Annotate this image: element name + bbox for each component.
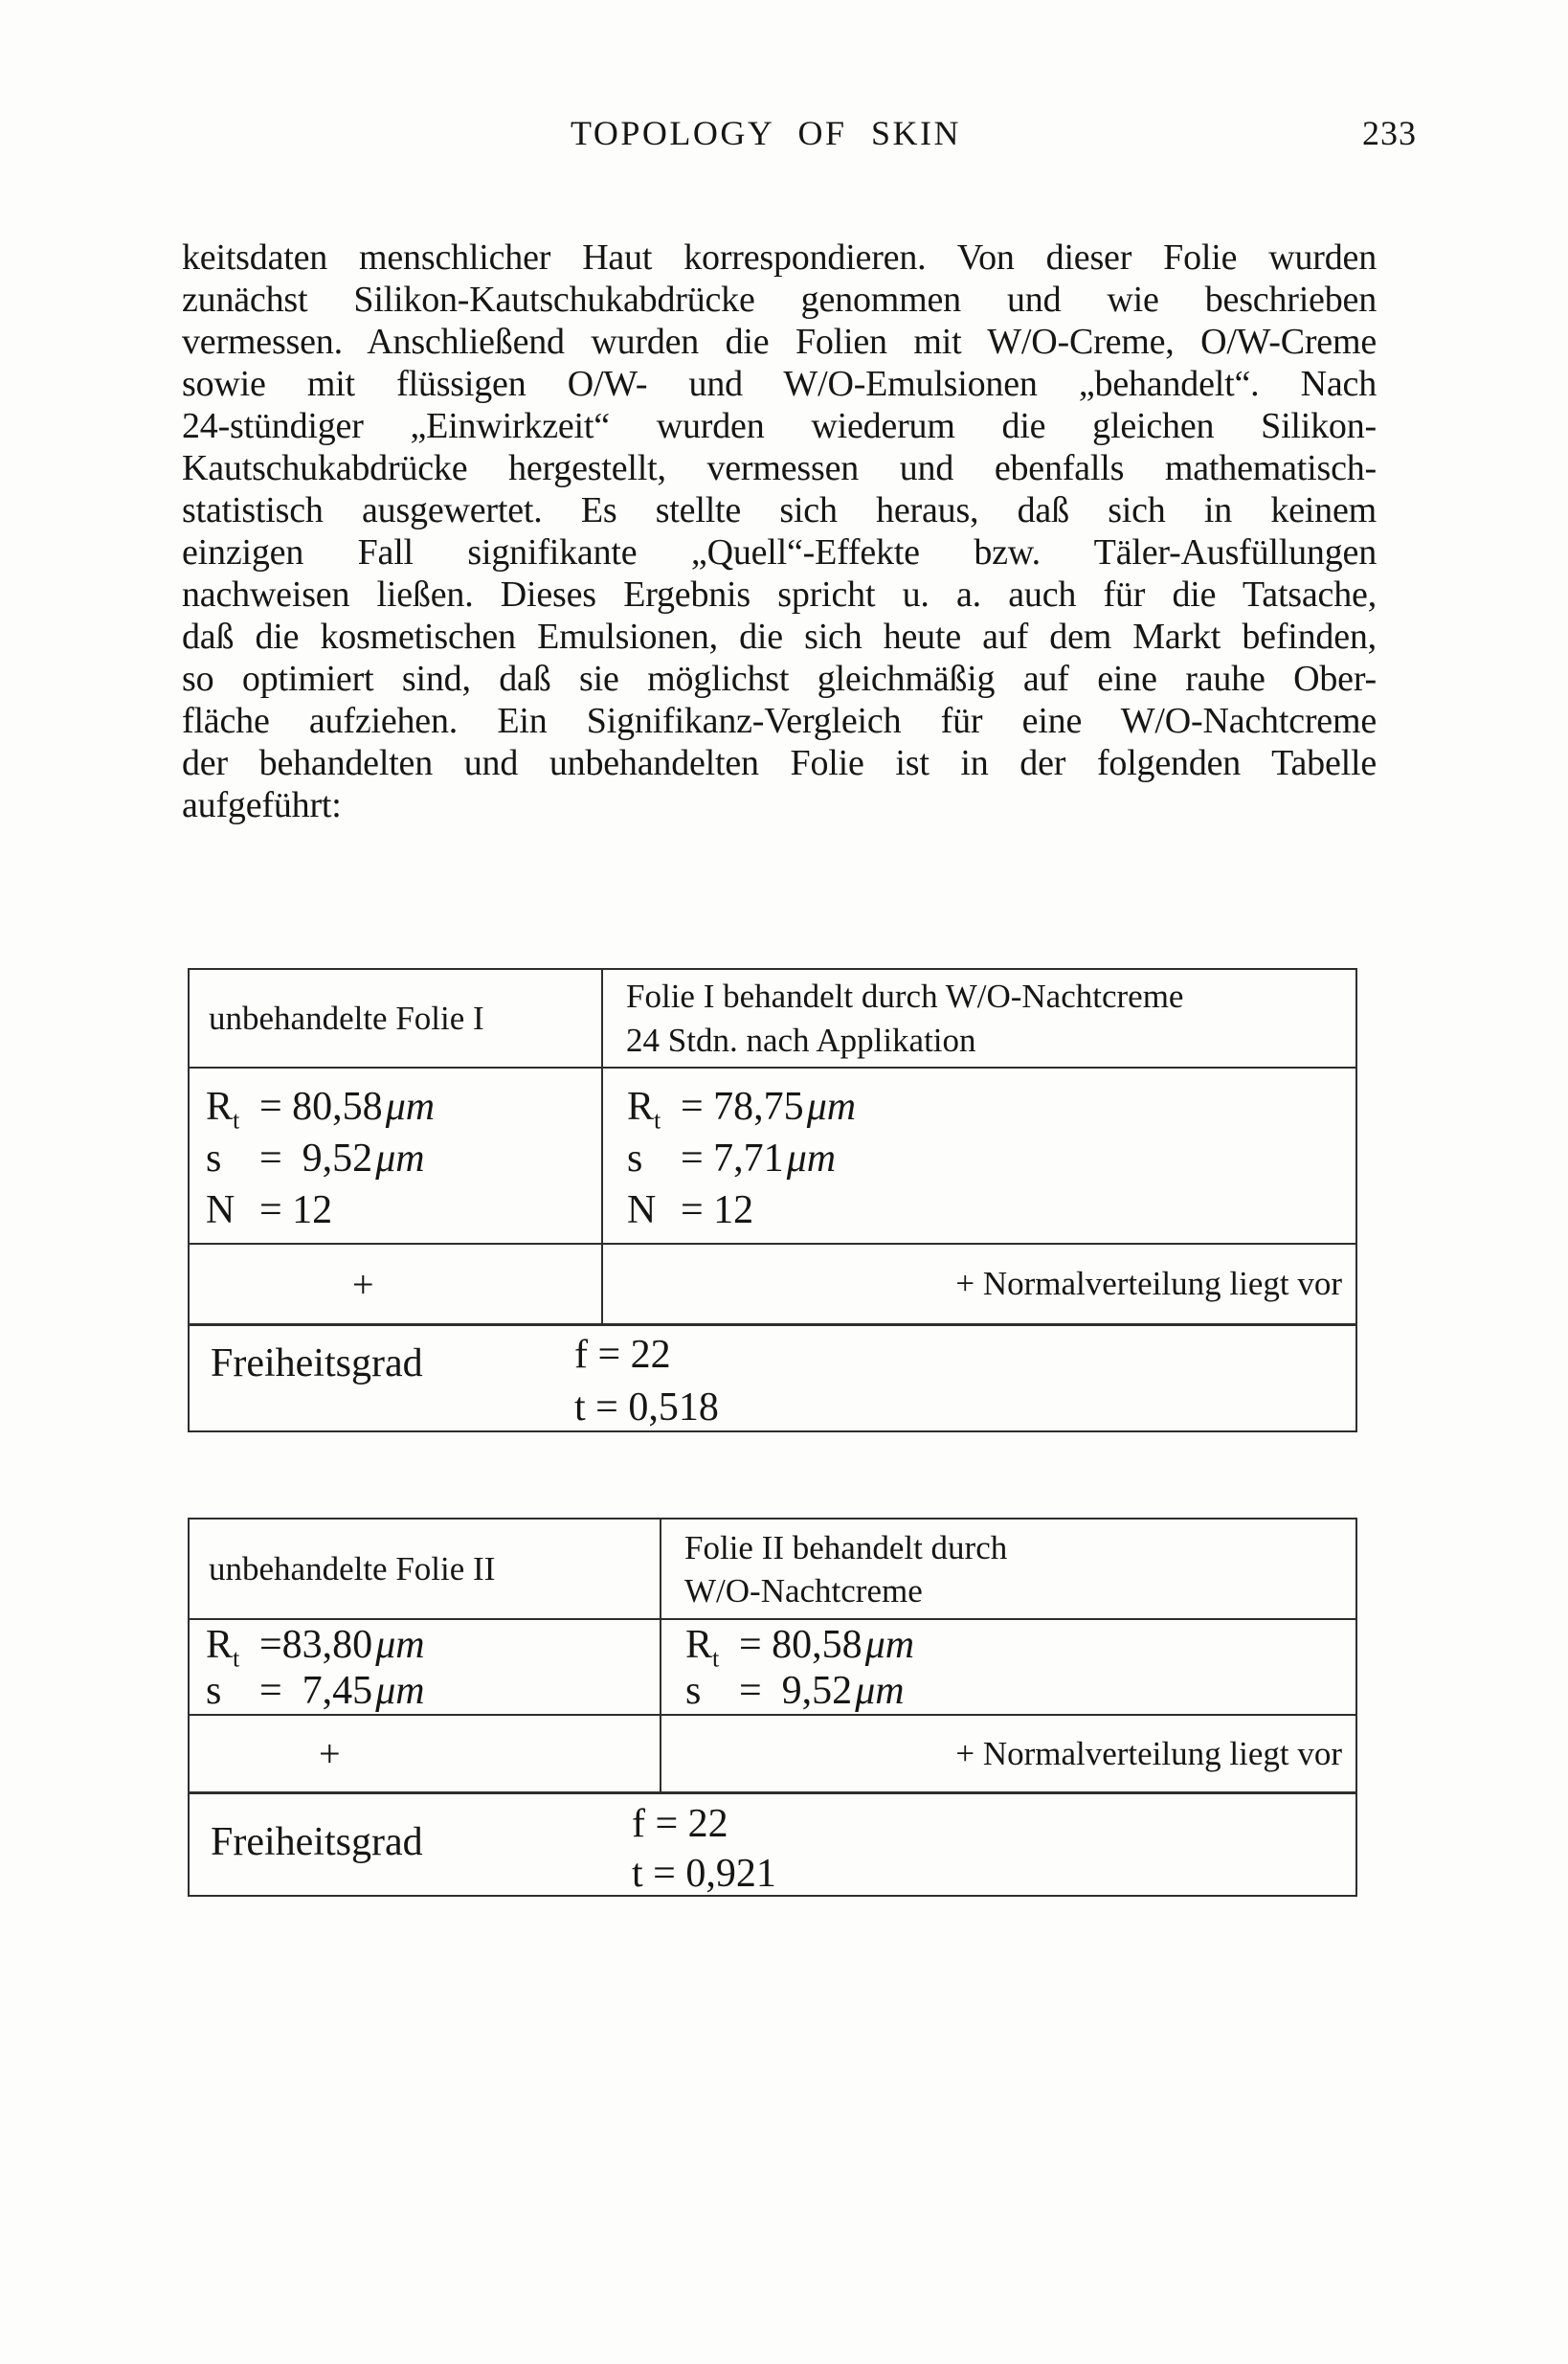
header-label-treated-line1: Folie I behandelt durch W/O-Nachtcreme: [626, 977, 1184, 1015]
paragraph-line: einzigen Fall signifikante „Quell“-Effekte bzw. Täler-Ausfüllungen: [182, 532, 1377, 573]
paragraph-line: so optimiert sind, daß sie möglichst gleichmäßig auf eine rauhe Ober-: [182, 659, 1377, 699]
stat-unit: μm: [806, 1085, 857, 1129]
page-number: 233: [1362, 114, 1417, 152]
stat-line-s: [206, 1668, 660, 1714]
stat-symbol: s: [685, 1669, 702, 1713]
df-label: Freiheitsgrad: [211, 1820, 423, 1864]
stat-line-rt: [627, 1081, 1355, 1133]
stat-symbol: $R_t$: [627, 1085, 661, 1135]
stat-value: = 7,45: [259, 1669, 373, 1713]
stat-unit: μm: [855, 1669, 905, 1713]
df-label: Freiheitsgrad: [211, 1341, 423, 1385]
stat-value: = 12: [681, 1188, 754, 1232]
stat-symbol: N: [206, 1188, 235, 1232]
table-header-row: [190, 970, 1355, 1069]
plus-cell: [190, 1245, 603, 1323]
comparison-table-folie-1: [188, 968, 1357, 1432]
body-paragraph: [182, 236, 1377, 826]
header-cell-untreated: [190, 970, 603, 1067]
stat-symbol: $R_t$: [206, 1623, 240, 1673]
paragraph-line: keitsdaten menschlicher Haut korrespondieren. Von dieser Folie wurden: [182, 237, 1377, 278]
stat-symbol: N: [627, 1188, 657, 1232]
running-head: [0, 113, 1568, 159]
stat-unit: μm: [864, 1623, 915, 1667]
data-cell-untreated: [190, 1069, 603, 1243]
stat-unit: μm: [375, 1137, 425, 1181]
page-title: TOPOLOGY OF SKIN: [570, 114, 962, 152]
stat-value: = 80,58: [259, 1085, 383, 1129]
stat-line-s: [206, 1133, 601, 1184]
paragraph-line: nachweisen ließen. Dieses Ergebnis spricht u. a. auch für die Tatsache,: [182, 574, 1377, 615]
paragraph-line: der behandelten und unbehandelten Folie ist in der folgenden Tabelle: [182, 743, 1377, 783]
stat-line-rt: [206, 1622, 660, 1673]
header-label-untreated: unbehandelte Folie II: [209, 1549, 496, 1587]
plus-cell: [190, 1716, 661, 1791]
stat-unit: μm: [375, 1623, 425, 1667]
stat-value: = 9,52: [739, 1669, 853, 1713]
paragraph-line: Kautschukabdrücke hergestellt, vermessen und ebenfalls mathematisch-: [182, 448, 1377, 488]
stat-symbol: s: [206, 1669, 222, 1713]
table-significance-row: [190, 1245, 1355, 1326]
stat-value: = 78,75: [681, 1085, 804, 1129]
stat-value: = 9,52: [259, 1137, 373, 1181]
normal-distribution-label: + Normalverteilung liegt vor: [955, 1734, 1342, 1772]
degrees-of-freedom-row: [190, 1794, 1355, 1895]
stat-symbol: s: [206, 1137, 222, 1181]
paragraph-line: daß die kosmetischen Emulsionen, die sich heute auf dem Markt befinden,: [182, 617, 1377, 657]
stat-value: = 7,71: [681, 1137, 784, 1181]
stat-line-s: [685, 1668, 1355, 1714]
header-label-treated-line2: W/O-Nachtcreme: [684, 1571, 923, 1610]
paragraph-line: zunächst Silikon-Kautschukabdrücke genommen und wie beschrieben: [182, 280, 1377, 320]
degrees-of-freedom-row: [190, 1326, 1355, 1430]
stat-line-rt: [685, 1622, 1355, 1673]
df-t-value: t = 0,921: [632, 1852, 776, 1896]
df-values: [574, 1329, 719, 1434]
table-header-row: [190, 1520, 1355, 1620]
stat-value: =83,80: [259, 1623, 373, 1667]
paragraph-line: 24-stündiger „Einwirkzeit“ wurden wiederum die gleichen Silikon-: [182, 406, 1377, 446]
stat-unit: μm: [385, 1085, 436, 1129]
header-label-treated-line2: 24 Stdn. nach Applikation: [626, 1021, 976, 1059]
df-t-value: t = 0,518: [574, 1385, 719, 1430]
table-data-row: [190, 1620, 1355, 1716]
normal-distribution-label: + Normalverteilung liegt vor: [955, 1265, 1342, 1302]
paragraph-line: fläche aufziehen. Ein Signifikanz-Vergleich für eine W/O-Nachtcreme: [182, 701, 1377, 741]
table-significance-row: [190, 1716, 1355, 1794]
df-f-value: f = 22: [632, 1802, 728, 1846]
paragraph-line: statistisch ausgewertet. Es stellte sich heraus, daß sich in keinem: [182, 490, 1377, 530]
paragraph-line: vermessen. Anschließend wurden die Folien mit W/O-Creme, O/W-Creme: [182, 322, 1377, 362]
normal-distribution-note: [603, 1245, 1355, 1323]
stat-symbol: $R_t$: [206, 1085, 240, 1135]
stat-unit: μm: [786, 1137, 837, 1181]
stat-value: = 80,58: [739, 1623, 862, 1667]
plus-mark: +: [352, 1262, 374, 1306]
stat-symbol: s: [627, 1137, 643, 1181]
df-values: [632, 1799, 776, 1899]
stat-line-n: [206, 1184, 601, 1236]
plus-mark: +: [319, 1732, 341, 1775]
stat-symbol: $R_t$: [685, 1623, 720, 1673]
data-cell-untreated: [190, 1620, 661, 1714]
header-cell-untreated: [190, 1520, 661, 1618]
header-label-untreated: unbehandelte Folie I: [209, 999, 484, 1037]
stat-unit: μm: [375, 1669, 425, 1713]
comparison-table-folie-2: [188, 1518, 1357, 1897]
stat-value: = 12: [259, 1188, 333, 1232]
header-cell-treated: [603, 970, 1355, 1067]
table-data-row: [190, 1069, 1355, 1245]
stat-line-rt: [206, 1081, 601, 1133]
df-f-value: f = 22: [574, 1333, 671, 1377]
stat-line-n: [627, 1184, 1355, 1236]
paragraph-line: sowie mit flüssigen O/W- und W/O-Emulsionen „behandelt“. Nach: [182, 364, 1377, 404]
header-cell-treated: [661, 1520, 1355, 1618]
paragraph-line: aufgeführt:: [182, 785, 342, 825]
normal-distribution-note: [661, 1716, 1355, 1791]
data-cell-treated: [661, 1620, 1355, 1714]
data-cell-treated: [603, 1069, 1355, 1243]
stat-line-s: [627, 1133, 1355, 1184]
header-label-treated-line1: Folie II behandelt durch: [684, 1528, 1008, 1566]
